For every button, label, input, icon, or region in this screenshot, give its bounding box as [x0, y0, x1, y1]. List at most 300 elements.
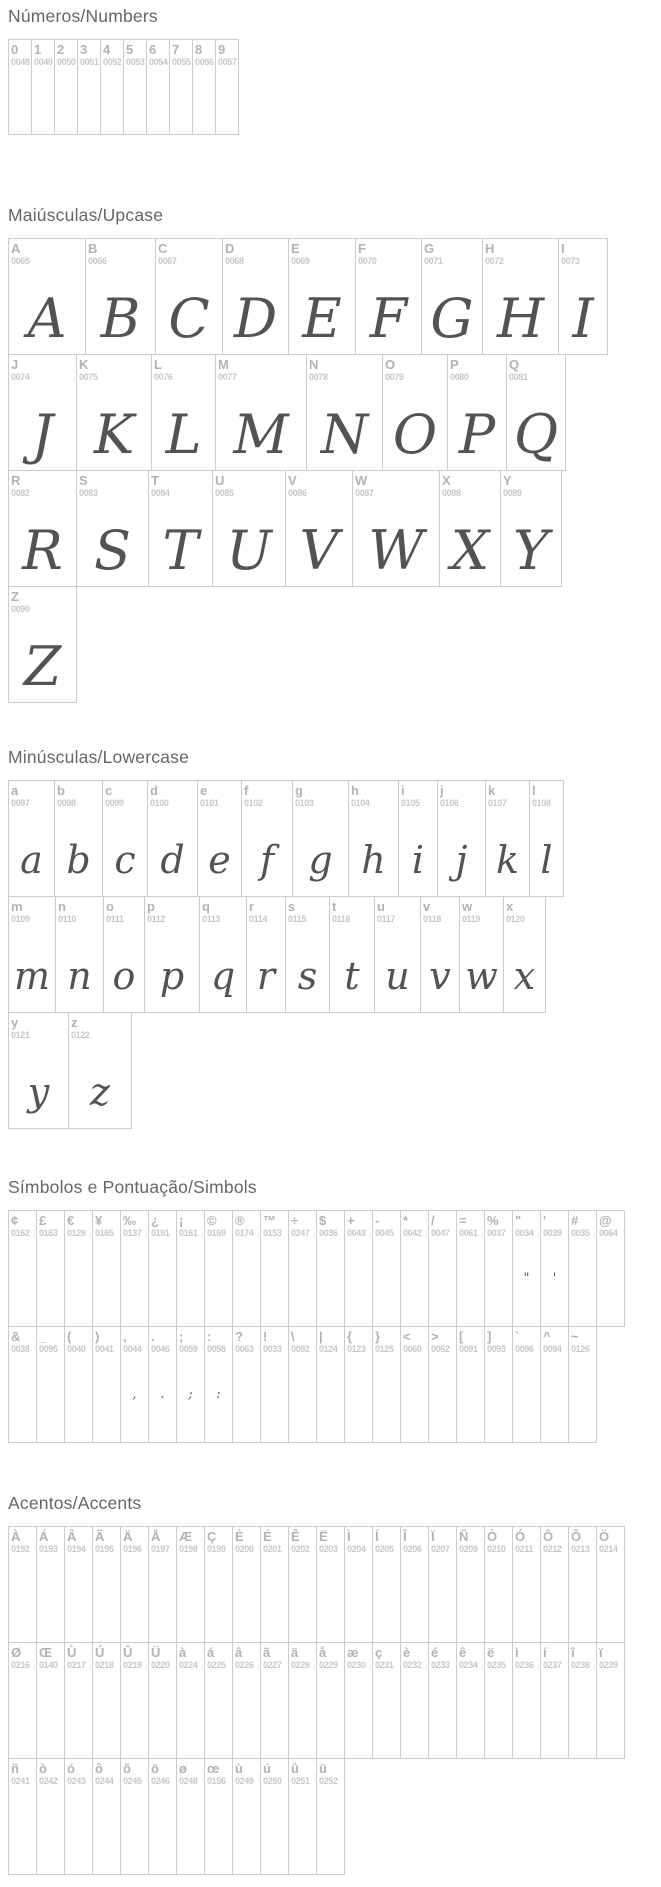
glyph-preview: Y: [513, 519, 549, 582]
char-code: 0047: [431, 1228, 450, 1238]
char-code: 0106: [440, 798, 459, 808]
glyph-preview: D: [233, 287, 278, 350]
glyph-preview: :: [216, 1387, 221, 1402]
char-cell-0062: [428, 1326, 457, 1443]
char-label: Ü: [151, 1645, 161, 1660]
char-code: 0039: [543, 1228, 562, 1238]
char-code: 0236: [515, 1660, 534, 1670]
char-label: ÷: [291, 1213, 299, 1228]
char-label: Ä: [123, 1529, 133, 1544]
char-label: ô: [95, 1761, 103, 1776]
char-label: €: [67, 1213, 75, 1228]
char-label: I: [561, 241, 565, 256]
charmap: [8, 6, 661, 1875]
glyph-preview: k: [495, 838, 520, 882]
char-cell-0060: [400, 1326, 429, 1443]
char-label: Â: [67, 1529, 77, 1544]
char-label: ¢: [11, 1213, 19, 1228]
char-label: n: [58, 899, 66, 914]
char-cell-0065: [8, 238, 86, 355]
char-code: 0237: [543, 1660, 562, 1670]
glyph-preview: w: [465, 954, 498, 998]
char-label: ): [95, 1329, 100, 1344]
char-code: 0034: [515, 1228, 534, 1238]
char-cell-0228: [288, 1642, 317, 1759]
char-cell-0241: [8, 1758, 37, 1875]
glyph-preview: ': [552, 1271, 557, 1286]
glyph-preview: N: [320, 403, 369, 466]
char-label: p: [147, 899, 155, 914]
char-code: 0033: [263, 1344, 282, 1354]
char-code: 0216: [11, 1660, 30, 1670]
char-code: 0224: [179, 1660, 198, 1670]
char-cell-0236: [512, 1642, 541, 1759]
char-cell-0217: [64, 1642, 93, 1759]
char-code: 0079: [385, 372, 404, 382]
char-cell-0033: [260, 1326, 289, 1443]
char-code: 0065: [11, 256, 30, 266]
char-cell-0087: [352, 470, 440, 587]
char-code: 0109: [11, 914, 30, 924]
glyph-preview: m: [13, 954, 51, 998]
char-code: 0080: [450, 372, 469, 382]
char-cell-0204: [344, 1526, 373, 1643]
char-label: <: [403, 1329, 411, 1344]
char-code: 0207: [431, 1544, 450, 1554]
char-code: 0064: [599, 1228, 618, 1238]
char-code: 0137: [123, 1228, 142, 1238]
char-label: -: [375, 1213, 380, 1228]
char-label: \: [291, 1329, 295, 1344]
char-code: 0250: [263, 1776, 282, 1786]
char-code: 0040: [67, 1344, 86, 1354]
char-cell-0165: [92, 1210, 121, 1327]
char-cell-0072: [482, 238, 559, 355]
char-code: 0111: [106, 914, 124, 924]
char-label: 2: [57, 42, 65, 57]
char-code: 0227: [263, 1660, 282, 1670]
char-cell-0050: [54, 39, 78, 135]
char-code: 0206: [403, 1544, 422, 1554]
char-label: Ó: [515, 1529, 526, 1544]
char-label: Ñ: [459, 1529, 469, 1544]
char-code: 0063: [235, 1344, 254, 1354]
char-label: ø: [179, 1761, 187, 1776]
glyph-preview: r: [256, 954, 276, 998]
char-label: j: [440, 783, 444, 798]
char-cell-0070: [355, 238, 422, 355]
char-label: l: [532, 783, 536, 798]
char-cell-0057: [215, 39, 239, 135]
char-label: 3: [80, 42, 88, 57]
char-cell-0037: [484, 1210, 513, 1327]
char-label: 5: [126, 42, 134, 57]
char-code: 0193: [39, 1544, 58, 1554]
char-code: 0102: [244, 798, 263, 808]
char-label: 7: [172, 42, 180, 57]
glyph-preview: Z: [23, 635, 62, 698]
char-code: 0060: [403, 1344, 422, 1354]
char-code: 0219: [123, 1660, 142, 1670]
char-cell-0219: [120, 1642, 149, 1759]
char-code: 0070: [358, 256, 377, 266]
char-cell-0250: [260, 1758, 289, 1875]
char-code: 0200: [235, 1544, 254, 1554]
char-cell-0074: [8, 354, 77, 471]
char-code: 0076: [154, 372, 173, 382]
glyph-preview: L: [165, 403, 202, 466]
char-code: 0088: [442, 488, 461, 498]
char-cell-0153: [260, 1210, 289, 1327]
char-label: Q: [509, 357, 520, 372]
char-label: æ: [347, 1645, 359, 1660]
char-cell-0234: [456, 1642, 485, 1759]
char-cell-0251: [288, 1758, 317, 1875]
char-cell-0053: [123, 39, 147, 135]
char-cell-0056: [192, 39, 216, 135]
glyph-preview: P: [458, 403, 496, 466]
char-label: r: [249, 899, 255, 914]
char-label: ?: [235, 1329, 243, 1344]
char-code: 0119: [462, 914, 480, 924]
glyph-preview: B: [100, 287, 141, 350]
char-code: 0051: [80, 57, 99, 67]
char-label: L: [154, 357, 162, 372]
char-cell-0225: [204, 1642, 233, 1759]
char-code: 0125: [375, 1344, 394, 1354]
char-label: è: [403, 1645, 411, 1660]
char-code: 0192: [11, 1544, 30, 1554]
glyph-row: [8, 238, 661, 355]
char-label: ;: [179, 1329, 184, 1344]
char-label: q: [202, 899, 210, 914]
char-cell-0137: [120, 1210, 149, 1327]
char-cell-0218: [92, 1642, 121, 1759]
char-label: e: [200, 783, 208, 798]
char-cell-0101: [197, 780, 242, 897]
char-code: 0084: [151, 488, 170, 498]
char-cell-0126: [568, 1326, 597, 1443]
char-cell-0227: [260, 1642, 289, 1759]
char-label: ¿: [151, 1213, 159, 1228]
char-cell-0038: [8, 1326, 37, 1443]
glyph-row: [8, 780, 661, 897]
char-label: X: [442, 473, 451, 488]
char-code: 0042: [403, 1228, 422, 1238]
char-code: 0095: [39, 1344, 58, 1354]
char-label: O: [385, 357, 396, 372]
glyph-preview: d: [160, 838, 185, 882]
char-code: 0120: [506, 914, 525, 924]
glyph-preview: b: [66, 838, 91, 882]
char-code: 0165: [95, 1228, 114, 1238]
char-code: 0174: [235, 1228, 254, 1238]
char-cell-0244: [92, 1758, 121, 1875]
char-code: 0246: [151, 1776, 170, 1786]
char-cell-0067: [155, 238, 223, 355]
char-label: E: [291, 241, 300, 256]
glyph-preview: f: [259, 838, 275, 882]
char-code: 0069: [291, 256, 310, 266]
char-cell-0095: [36, 1326, 65, 1443]
char-label: ‰: [123, 1213, 136, 1228]
glyph-row: [8, 586, 661, 703]
char-cell-0102: [241, 780, 293, 897]
char-label: à: [179, 1645, 187, 1660]
char-label: 1: [34, 42, 42, 57]
char-code: 0234: [459, 1660, 478, 1670]
char-code: 0091: [459, 1344, 478, 1354]
char-code: 0203: [319, 1544, 338, 1554]
char-code: 0081: [509, 372, 528, 382]
char-code: 0107: [488, 798, 507, 808]
char-label: ç: [375, 1645, 383, 1660]
glyph-row: [8, 39, 661, 135]
char-label: .: [151, 1329, 155, 1344]
char-label: ñ: [11, 1761, 19, 1776]
char-code: 0043: [347, 1228, 366, 1238]
char-code: 0231: [375, 1660, 394, 1670]
glyph-preview: v: [429, 954, 451, 998]
char-label: |: [319, 1329, 323, 1344]
char-code: 0087: [355, 488, 374, 498]
char-code: 0046: [151, 1344, 170, 1354]
char-label: ü: [319, 1761, 327, 1776]
char-cell-0192: [8, 1526, 37, 1643]
char-code: 0239: [599, 1660, 618, 1670]
char-code: 0056: [195, 57, 214, 67]
char-label: È: [235, 1529, 244, 1544]
char-code: 0113: [202, 914, 220, 924]
char-code: 0050: [57, 57, 76, 67]
char-cell-0052: [100, 39, 124, 135]
char-code: 0235: [487, 1660, 506, 1670]
char-label: ï: [599, 1645, 603, 1660]
char-code: 0249: [235, 1776, 254, 1786]
char-code: 0220: [151, 1660, 170, 1670]
char-cell-0049: [31, 39, 55, 135]
char-code: 0049: [34, 57, 53, 67]
char-code: 0090: [11, 604, 30, 614]
char-label: B: [88, 241, 98, 256]
char-cell-0058: [204, 1326, 233, 1443]
char-cell-0105: [398, 780, 438, 897]
char-cell-0206: [400, 1526, 429, 1643]
char-label: œ: [207, 1761, 220, 1776]
char-cell-0041: [92, 1326, 121, 1443]
section-title: Acentos/Accents: [8, 1493, 142, 1513]
char-code: 0099: [105, 798, 124, 808]
char-cell-0202: [288, 1526, 317, 1643]
char-cell-0199: [204, 1526, 233, 1643]
char-label: Ì: [347, 1529, 351, 1544]
char-label: T: [151, 473, 159, 488]
char-code: 0053: [126, 57, 145, 67]
char-label: G: [424, 241, 435, 256]
char-label: ": [515, 1213, 522, 1228]
char-label: ä: [291, 1645, 299, 1660]
char-label: }: [375, 1329, 381, 1344]
char-cell-0194: [64, 1526, 93, 1643]
char-code: 0198: [179, 1544, 198, 1554]
char-label: Ë: [319, 1529, 328, 1544]
char-code: 0096: [515, 1344, 534, 1354]
char-code: 0210: [487, 1544, 506, 1554]
char-cell-0114: [246, 896, 286, 1013]
char-label: Û: [123, 1645, 133, 1660]
char-label: Å: [151, 1529, 161, 1544]
char-code: 0228: [291, 1660, 310, 1670]
char-cell-0097: [8, 780, 55, 897]
char-cell-0243: [64, 1758, 93, 1875]
section-accents: [8, 1493, 661, 1875]
char-code: 0204: [347, 1544, 366, 1554]
char-label: ê: [459, 1645, 467, 1660]
char-code: 0195: [95, 1544, 114, 1554]
glyph-preview: O: [392, 403, 438, 466]
char-cell-0232: [400, 1642, 429, 1759]
char-code: 0110: [58, 914, 76, 924]
char-label: N: [309, 357, 319, 372]
char-cell-0212: [540, 1526, 569, 1643]
char-label: ë: [487, 1645, 495, 1660]
glyph-row: [8, 1012, 661, 1129]
char-code: 0251: [291, 1776, 310, 1786]
glyph-preview: K: [93, 403, 135, 466]
char-label: &: [11, 1329, 21, 1344]
char-cell-0036: [316, 1210, 345, 1327]
char-cell-0043: [344, 1210, 373, 1327]
glyph-row: [8, 1326, 661, 1443]
char-cell-0117: [374, 896, 421, 1013]
char-code: 0098: [57, 798, 76, 808]
char-label: b: [57, 783, 65, 798]
char-label: Õ: [571, 1529, 582, 1544]
section-title: Minúsculas/Lowercase: [8, 747, 190, 767]
char-code: 0036: [319, 1228, 338, 1238]
char-label: K: [79, 357, 89, 372]
char-code: 0093: [487, 1344, 506, 1354]
char-code: 0169: [207, 1228, 226, 1238]
char-code: 0078: [309, 372, 328, 382]
char-cell-0118: [420, 896, 460, 1013]
char-cell-0230: [344, 1642, 373, 1759]
char-code: 0044: [123, 1344, 142, 1354]
char-label: Y: [503, 473, 512, 488]
char-code: 0062: [431, 1344, 450, 1354]
char-code: 0252: [319, 1776, 338, 1786]
glyph-preview: E: [302, 287, 342, 350]
char-cell-0122: [68, 1012, 132, 1129]
char-code: 0242: [39, 1776, 58, 1786]
char-code: 0075: [79, 372, 98, 382]
char-label: ò: [39, 1761, 47, 1776]
char-label: ^: [543, 1329, 551, 1344]
char-code: 0123: [347, 1344, 366, 1354]
char-label: =: [459, 1213, 467, 1228]
char-code: 0217: [67, 1660, 86, 1670]
char-label: R: [11, 473, 21, 488]
char-label: Í: [375, 1529, 379, 1544]
glyph-preview: W: [368, 519, 424, 582]
glyph-preview: R: [22, 519, 63, 582]
char-code: 0048: [11, 57, 30, 67]
char-cell-0092: [288, 1326, 317, 1443]
char-cell-0195: [92, 1526, 121, 1643]
char-cell-0044: [120, 1326, 149, 1443]
char-label: k: [488, 783, 496, 798]
char-code: 0066: [88, 256, 107, 266]
char-cell-0081: [506, 354, 566, 471]
char-code: 0082: [11, 488, 30, 498]
char-cell-0055: [169, 39, 193, 135]
char-cell-0076: [151, 354, 216, 471]
char-label: v: [423, 899, 431, 914]
char-label: d: [150, 783, 158, 798]
char-cell-0083: [76, 470, 149, 587]
glyph-preview: ": [523, 1271, 530, 1286]
char-label: w: [462, 899, 473, 914]
char-code: 0153: [263, 1228, 282, 1238]
char-code: 0114: [249, 914, 267, 924]
char-code: 0115: [288, 914, 306, 924]
char-cell-0112: [144, 896, 200, 1013]
char-cell-0216: [8, 1642, 37, 1759]
char-cell-0106: [437, 780, 486, 897]
char-code: 0116: [332, 914, 350, 924]
char-label: P: [450, 357, 459, 372]
char-label: M: [218, 357, 229, 372]
char-cell-0086: [285, 470, 353, 587]
char-cell-0104: [348, 780, 399, 897]
char-cell-0163: [36, 1210, 65, 1327]
char-cell-0099: [102, 780, 148, 897]
char-label: é: [431, 1645, 439, 1660]
char-code: 0245: [123, 1776, 142, 1786]
char-label: Z: [11, 589, 19, 604]
section-title: Maiúsculas/Upcase: [8, 205, 164, 225]
char-label: Ç: [207, 1529, 217, 1544]
char-cell-0063: [232, 1326, 261, 1443]
char-cell-0084: [148, 470, 213, 587]
glyph-preview: a: [20, 838, 43, 882]
char-code: 0229: [319, 1660, 338, 1670]
char-cell-0161: [176, 1210, 205, 1327]
char-label: C: [158, 241, 168, 256]
char-code: 0194: [67, 1544, 86, 1554]
char-code: 0233: [431, 1660, 450, 1670]
glyph-preview: C: [168, 287, 210, 350]
char-cell-0047: [428, 1210, 457, 1327]
char-label: [: [459, 1329, 464, 1344]
section-lowercase: [8, 747, 661, 1129]
char-label: ã: [263, 1645, 271, 1660]
glyph-preview: M: [233, 403, 289, 466]
char-label: Œ: [39, 1645, 52, 1660]
char-label: A: [11, 241, 21, 256]
char-cell-0214: [596, 1526, 625, 1643]
char-label: W: [355, 473, 368, 488]
char-code: 0118: [423, 914, 441, 924]
char-code: 0211: [515, 1544, 533, 1554]
glyph-preview: z: [89, 1070, 111, 1114]
char-cell-0094: [540, 1326, 569, 1443]
char-cell-0079: [382, 354, 448, 471]
glyph-preview: g: [308, 838, 333, 882]
char-label: ù: [235, 1761, 243, 1776]
char-cell-0242: [36, 1758, 65, 1875]
char-label: Ù: [67, 1645, 77, 1660]
